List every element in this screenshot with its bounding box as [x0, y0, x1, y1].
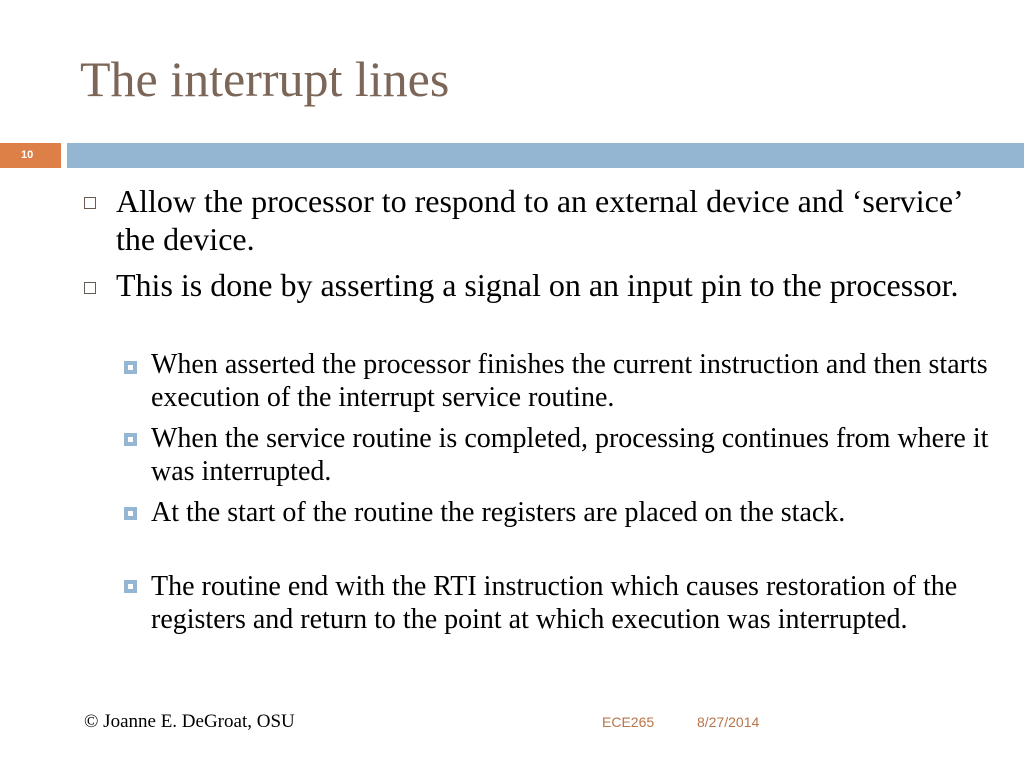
sub-bullet-square-icon [124, 433, 137, 446]
footer-author: © Joanne E. DeGroat, OSU [84, 711, 295, 732]
sub-bullet-item: The routine end with the RTI instruction which causes restoration of the registers and return to the point at which execution was interrupted. [151, 571, 958, 635]
slide-title: The interrupt lines [80, 51, 450, 107]
sub-bullet-square-icon [124, 507, 137, 520]
sub-bullet-square-icon [124, 580, 137, 593]
sub-bullet-item: When the service routine is completed, processing continues from where it was interrupted. [151, 423, 989, 487]
footer-course: ECE265 [602, 714, 655, 730]
bullet-square-icon [84, 282, 96, 294]
slide-number: 10 [21, 149, 34, 161]
sub-bullet-item: At the start of the routine the registers are placed on the stack. [151, 497, 846, 528]
footer-date: 8/27/2014 [697, 714, 760, 730]
sub-bullet-square-icon [124, 361, 137, 374]
sub-bullet-item: When asserted the processor finishes the current instruction and then starts execution of the interrupt service routine. [151, 349, 988, 413]
bullet-square-icon [84, 197, 96, 209]
bullet-item: Allow the processor to respond to an external device and ‘service’ the device. [116, 183, 962, 257]
bullet-item: This is done by asserting a signal on an input pin to the processor. [116, 267, 959, 303]
